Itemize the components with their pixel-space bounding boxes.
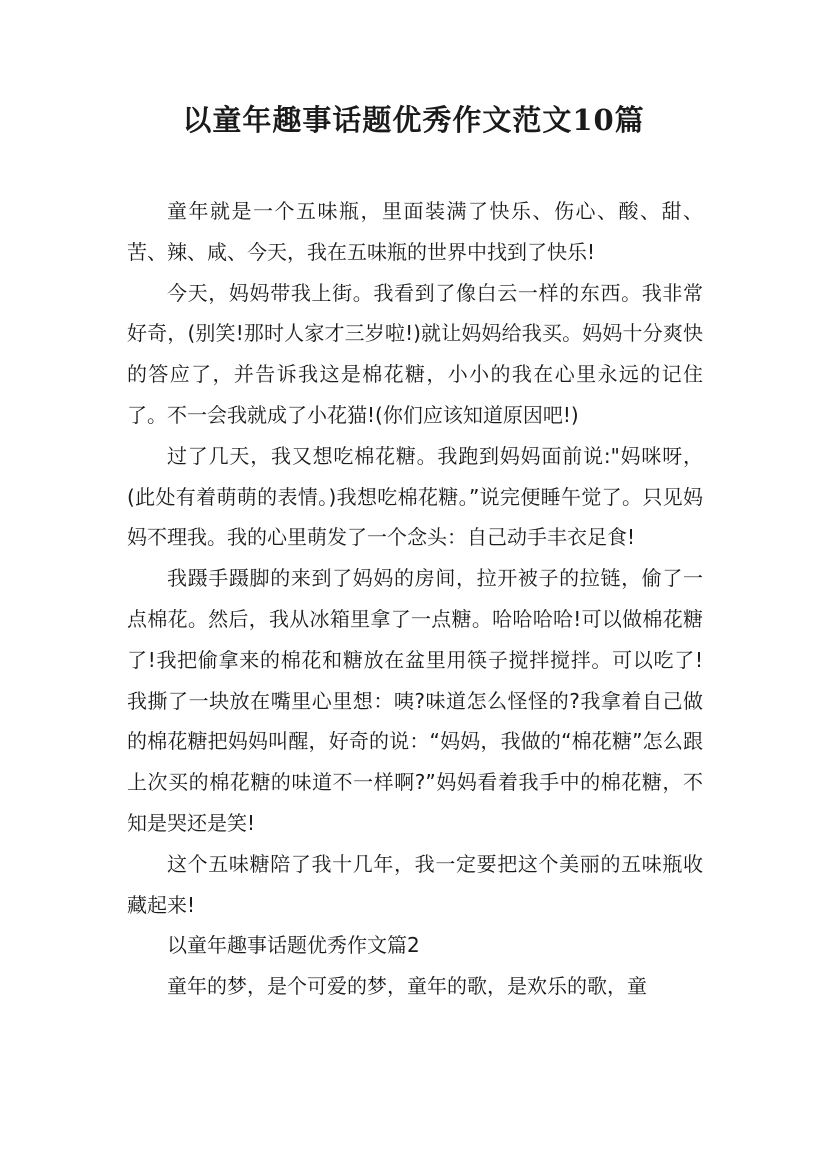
document-body	[127, 191, 703, 1007]
paragraph-6: 童年的梦，是个可爱的梦，童年的歌，是欢乐的歌，童	[167, 974, 647, 999]
document-title: 以童年趣事话题优秀作文范文10篇	[182, 103, 645, 137]
paragraph-1: 童年就是一个五味瓶，里面装满了快乐、伤心、酸、甜、苦、辣、咸、今天，我在五味瓶的世界中找到了快乐!	[127, 199, 703, 264]
section-heading: 以童年趣事话题优秀作文篇2	[167, 933, 420, 958]
paragraph-4: 我蹑手蹑脚的来到了妈妈的房间，拉开被子的拉链，偷了一点棉花。然后，我从冰箱里拿了一点糖。哈哈哈哈!可以做棉花糖了!我把偷拿来的棉花和糖放在盆里用筷子搅拌搅拌。可以吃了!我撕了一块放在嘴里心里想：咦?味道怎么怪怪的?我拿着自己做的棉花糖把妈妈叫醒，好奇的说：“妈妈，我做的“棉花糖”怎么跟上次买的棉花糖的味道不一样啊?”妈妈看着我手中的棉花糖，不知是哭还是笑!	[127, 566, 703, 835]
paragraph-5: 这个五味糖陪了我十几年，我一定要把这个美丽的五味瓶收藏起来!	[127, 851, 703, 917]
paragraph-3: 过了几天，我又想吃棉花糖。我跑到妈妈面前说:"妈咪呀，(此处有着萌萌的表情。)我想吃棉花糖。”说完便睡午觉了。只见妈妈不理我。我的心里萌发了一个念头：自己动手丰衣足食!	[127, 443, 703, 550]
paragraph-2: 今天，妈妈带我上街。我看到了像白云一样的东西。我非常好奇，(别笑!那时人家才三岁啦!)就让妈妈给我买。妈妈十分爽快的答应了，并告诉我这是棉花糖，小小的我在心里永远的记住了。不一会我就成了小花猫!(你们应该知道原因吧!)	[127, 280, 703, 427]
